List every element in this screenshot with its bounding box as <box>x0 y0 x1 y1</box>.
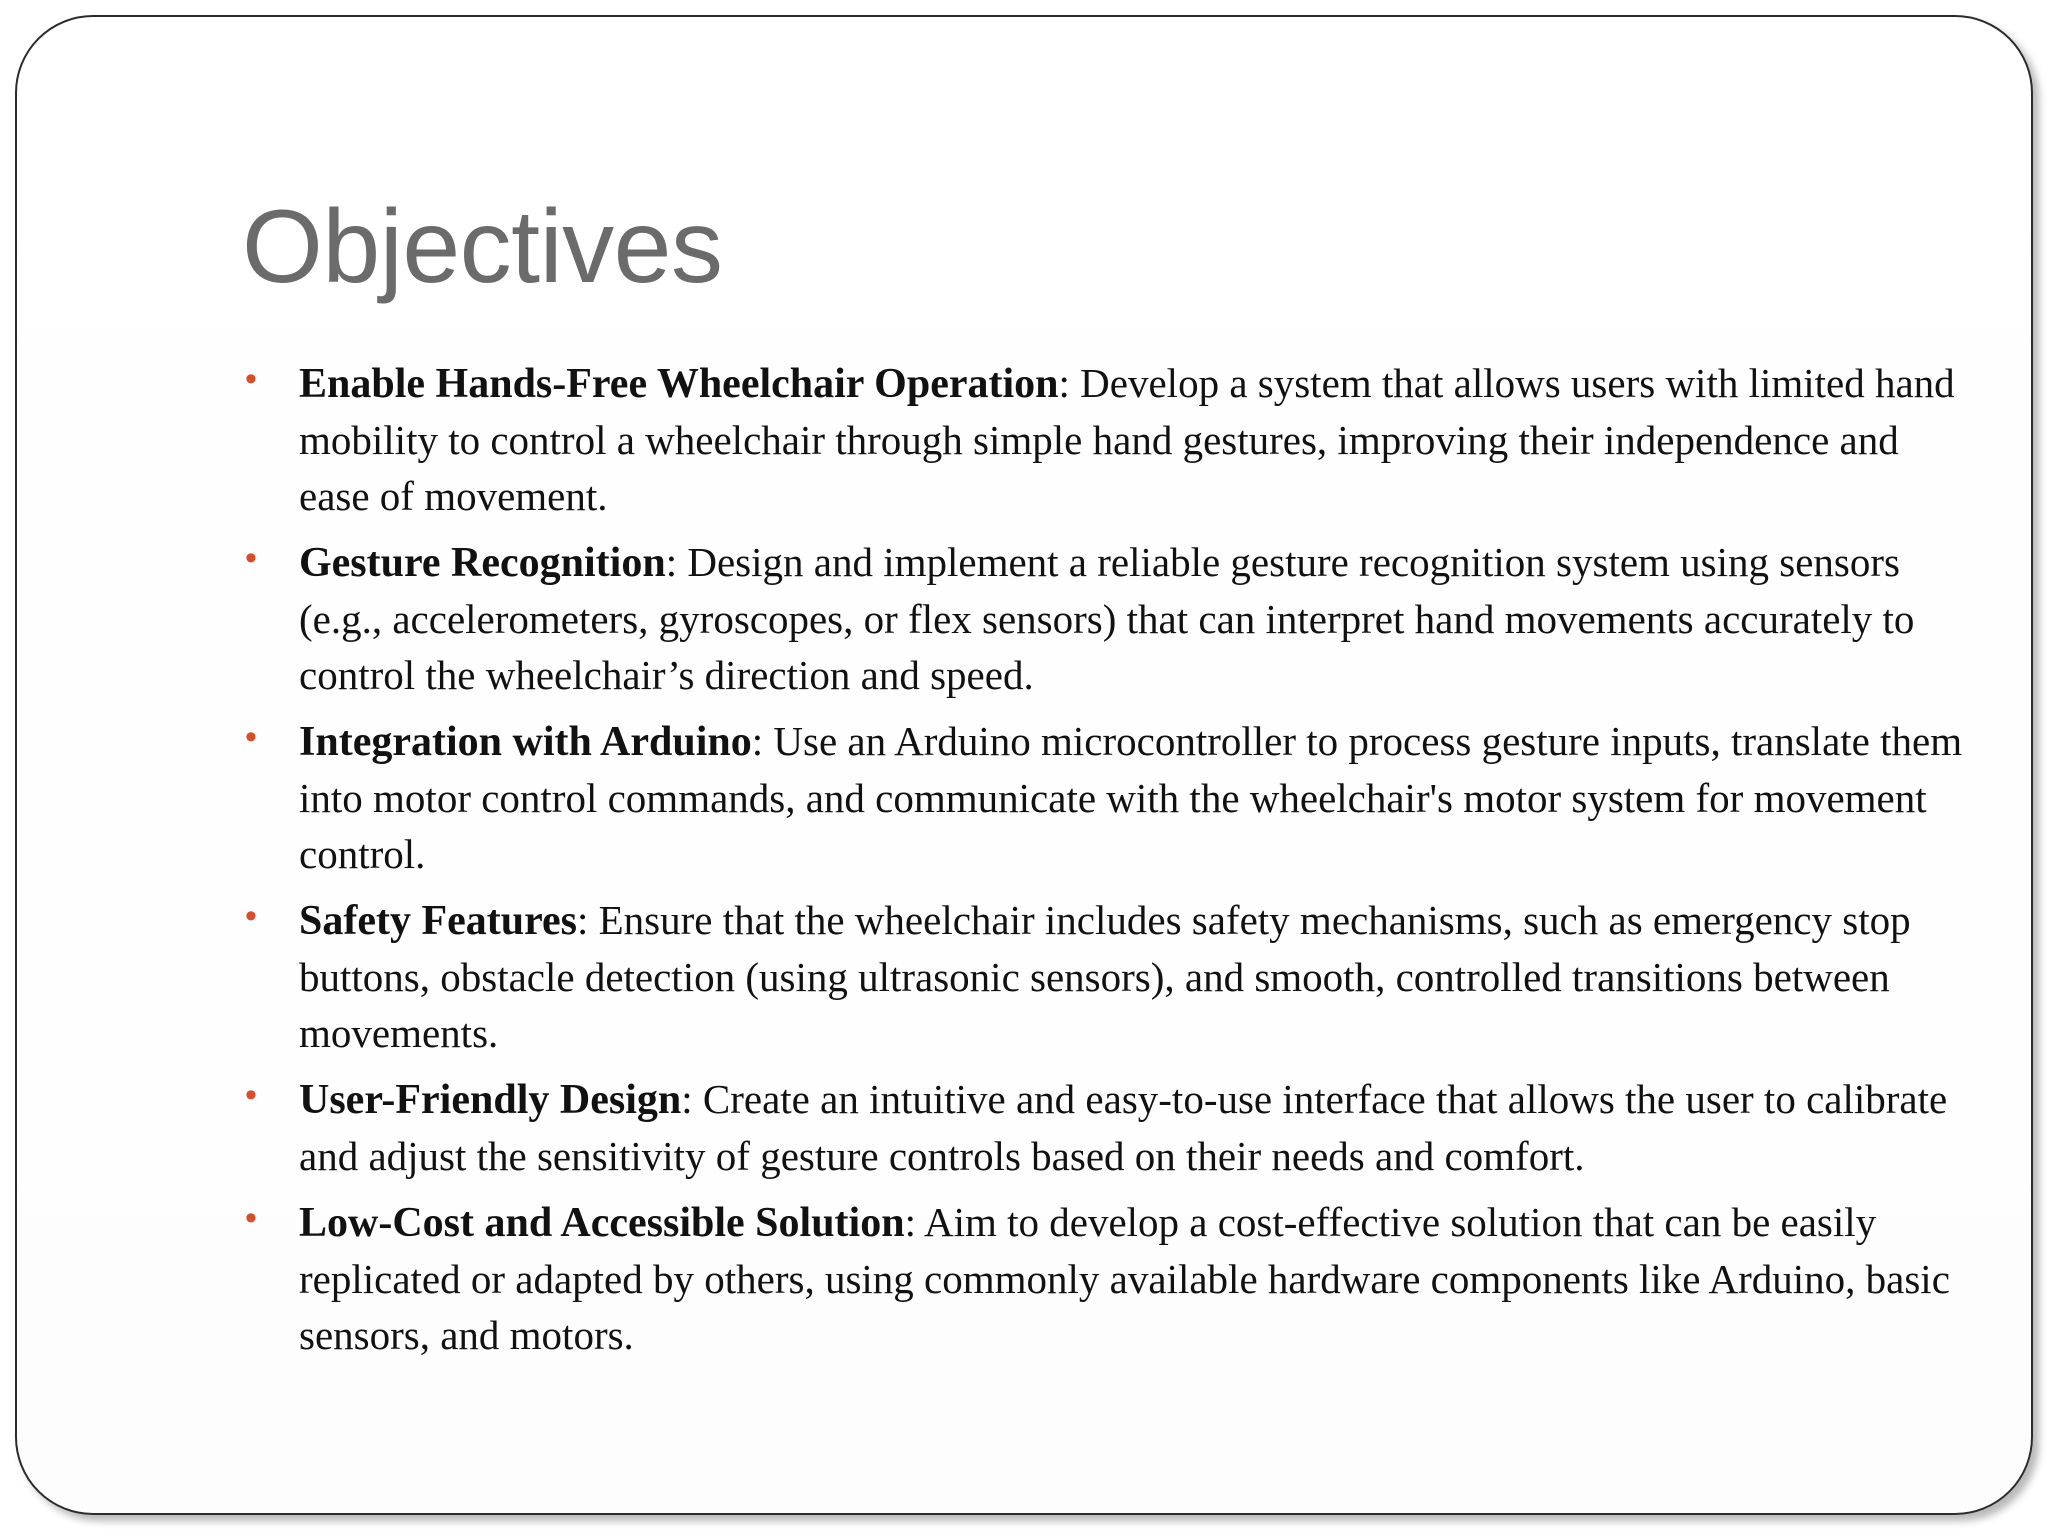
bullet-icon: • <box>245 539 257 577</box>
objective-separator: : <box>681 1076 703 1122</box>
objective-description: Ensure that the wheelchair includes safety mechanisms, such as emergency stop buttons, obstacle detection (using ultrasonic sensors), and smooth, controlled transitions between movements. <box>299 897 1911 1056</box>
objective-term: Low-Cost and Accessible Solution <box>299 1200 905 1246</box>
bullet-icon: • <box>245 1076 257 1114</box>
objective-separator: : <box>576 897 599 943</box>
objective-term: Safety Features <box>299 898 577 944</box>
slide <box>15 15 2033 1515</box>
list-item <box>245 713 1965 882</box>
bullet-icon: • <box>245 718 257 756</box>
objective-description: Design and implement a reliable gesture recognition system using sensors (e.g., accelerometers, gyroscopes, or flex sensors) that can interpret hand movements accurately to control the wheelchair’s direction and speed. <box>299 539 1915 698</box>
objective-description: Develop a system that allows users with limited hand mobility to control a wheelchair through simple hand gestures, improving their independence and ease of movement. <box>299 360 1955 519</box>
objective-term: Enable Hands-Free Wheelchair Operation <box>299 361 1059 407</box>
objectives-list <box>245 355 1965 1373</box>
list-item <box>245 1194 1965 1363</box>
objective-separator: : <box>1058 360 1081 406</box>
list-item <box>245 1071 1965 1184</box>
list-item <box>245 534 1965 703</box>
objective-term: Gesture Recognition <box>299 540 666 586</box>
objective-separator: : <box>904 1199 924 1245</box>
bullet-icon: • <box>245 897 257 935</box>
list-item <box>245 892 1965 1061</box>
objective-description: Use an Arduino microcontroller to process gesture inputs, translate them into motor control commands, and communicate with the wheelchair's motor system for movement control. <box>299 718 1963 877</box>
objective-separator: : <box>665 539 688 585</box>
bullet-icon: • <box>245 1199 257 1237</box>
objective-term: User-Friendly Design <box>299 1077 682 1123</box>
slide-title: Objectives <box>242 189 723 305</box>
objective-term: Integration with Arduino <box>299 719 752 765</box>
objective-description: Create an intuitive and easy-to-use interface that allows the user to calibrate and adjust the sensitivity of gesture controls based on their needs and comfort. <box>299 1076 1948 1179</box>
list-item <box>245 355 1965 524</box>
objective-description: Aim to develop a cost-effective solution that can be easily replicated or adapted by others, using commonly available hardware components like Arduino, basic sensors, and motors. <box>299 1199 1950 1358</box>
objective-separator: : <box>751 718 774 764</box>
bullet-icon: • <box>245 360 257 398</box>
